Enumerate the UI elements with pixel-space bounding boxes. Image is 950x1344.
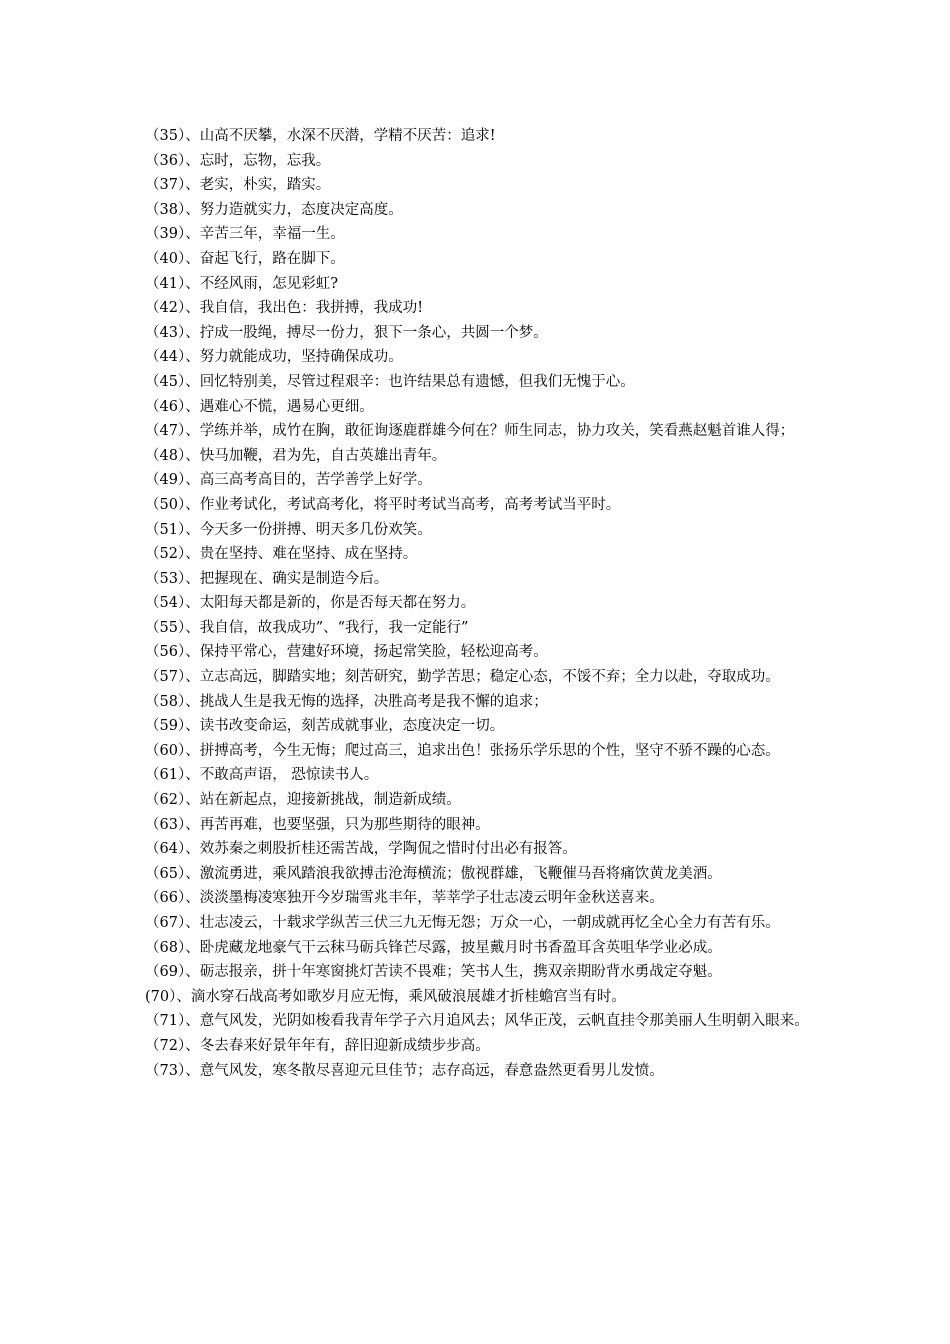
slogan-line: （38）、努力造就实力，态度决定高度。 xyxy=(145,201,403,218)
slogan-line: （42）、我自信，我出色：我拼搏，我成功! xyxy=(145,300,424,317)
slogan-line: （53）、把握现在、确实是制造今后。 xyxy=(145,570,389,587)
slogan-line: （47）、学练并举，成竹在胸，敢征询逐鹿群雄今何在？师生同志，协力攻关，笑看燕赵魁首谁人得； xyxy=(145,423,795,440)
slogan-line: （55）、我自信，故我成功”、“我行，我一定能行” xyxy=(145,619,469,636)
slogan-line: (70）、滴水穿石战高考如歌岁月应无悔，乘风破浪展雄才折桂蟾宫当有时。 xyxy=(145,988,626,1005)
document-body xyxy=(145,124,815,1083)
slogan-line: （45）、回忆特别美，尽管过程艰辛：也许结果总有遗憾，但我们无愧于心。 xyxy=(145,373,635,390)
slogan-line: （40）、奋起飞行，路在脚下。 xyxy=(145,250,345,267)
slogan-line: （64）、效苏秦之刺股折桂还需苦战，学陶侃之惜时付出必有报答。 xyxy=(145,841,577,858)
slogan-line: （36）、忘时，忘物，忘我。 xyxy=(145,152,331,169)
slogan-line: （46）、遇难心不慌，遇易心更细。 xyxy=(145,398,374,415)
slogan-line: （63）、再苦再难，也要坚强，只为那些期待的眼神。 xyxy=(145,816,490,833)
slogan-line: （37）、老实，朴实，踏实。 xyxy=(145,177,331,194)
slogan-line: （69）、砺志报亲，拼十年寒窗挑灯苦读不畏难；笑书人生，携双亲期盼背水勇战定夺魁。 xyxy=(145,964,722,981)
slogan-line: （39）、辛苦三年，幸福一生。 xyxy=(145,226,345,243)
slogan-line: （35）、山高不厌攀，水深不厌潜，学精不厌苦：追求! xyxy=(145,128,496,144)
slogan-line: （50）、作业考试化，考试高考化，将平时考试当高考，高考考试当平时。 xyxy=(145,496,621,513)
slogan-line: （57）、立志高远，脚踏实地；刻苦研究，勤学苦思；稳定心态，不馁不弃；全力以赴，夺取成功。 xyxy=(145,669,780,686)
slogan-line: （48）、快马加鞭，君为先，自古英雄出青年。 xyxy=(145,447,447,464)
slogan-line: （52）、贵在坚持、难在坚持、成在坚持。 xyxy=(145,546,418,563)
slogan-line: （43）、拧成一股绳，搏尽一份力，狠下一条心，共圆一个梦。 xyxy=(145,324,548,341)
slogan-line: （62）、站在新起点，迎接新挑战，制造新成绩。 xyxy=(145,792,461,809)
slogan-line: （72）、冬去春来好景年年有，辞旧迎新成绩步步高。 xyxy=(145,1037,490,1054)
slogan-line: （61）、不敢高声语， 恐惊读书人。 xyxy=(145,767,379,784)
slogan-line: （58）、挑战人生是我无悔的选择，决胜高考是我不懈的追求； xyxy=(145,693,548,710)
slogan-line: （49）、高三高考高目的，苦学善学上好学。 xyxy=(145,472,432,489)
slogan-line: （54）、太阳每天都是新的，你是否每天都在努力。 xyxy=(145,595,476,612)
slogan-line: （65）、激流勇进，乘风踏浪我欲搏击沧海横流；傲视群雄，飞鞭催马吾将痛饮黄龙美酒。 xyxy=(145,865,722,882)
slogan-line: （59）、读书改变命运，刻苦成就事业，态度决定一切。 xyxy=(145,718,505,735)
slogan-line: （60）、拼搏高考，今生无悔；爬过高三，追求出色！张扬乐学乐思的个性，坚守不骄不躁的心态。 xyxy=(145,742,780,759)
slogan-line: （44）、努力就能成功，坚持确保成功。 xyxy=(145,349,403,366)
slogan-line: （68）、卧虎藏龙地豪气干云秣马砺兵锋芒尽露，披星戴月时书香盈耳含英咀华学业必成。 xyxy=(145,939,722,956)
slogan-line: （41）、不经风雨，怎见彩虹? xyxy=(145,275,338,292)
slogan-line: （73）、意气风发，寒冬散尽喜迎元旦佳节；志存高远，春意盎然更看男儿发愤。 xyxy=(145,1062,664,1079)
slogan-line: （66）、淡淡墨梅凌寒独开今岁瑞雪兆丰年，莘莘学子壮志凌云明年金秋送喜来。 xyxy=(145,890,664,907)
slogan-line: （71）、意气风发，光阴如梭看我青年学子六月追风去；风华正茂，云帆直挂令那美丽人生明朝入眼来。 xyxy=(145,1013,809,1030)
slogan-line: （51）、今天多一份拼搏、明天多几份欢笑。 xyxy=(145,521,432,538)
slogan-line: （56）、保持平常心，营建好环境，扬起常笑脸，轻松迎高考。 xyxy=(145,644,548,661)
slogan-line: （67）、壮志凌云，十载求学纵苦三伏三九无悔无怨；万众一心，一朝成就再忆全心全力有苦有乐。 xyxy=(145,915,780,931)
